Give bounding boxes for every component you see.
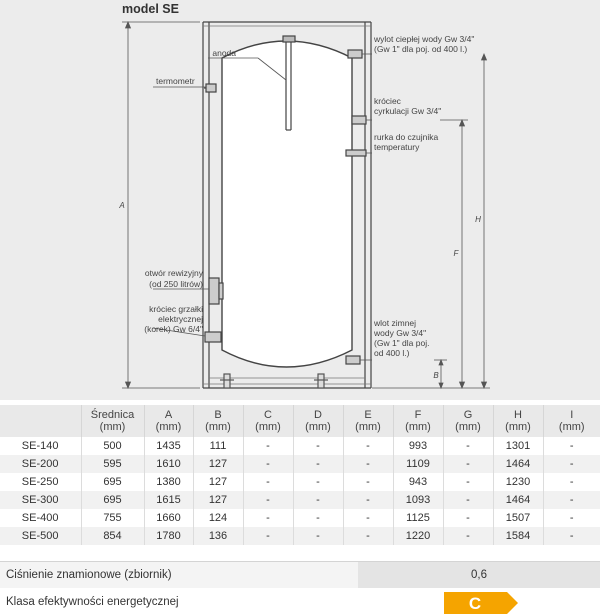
table-cell: - — [443, 455, 493, 473]
table-cell: - — [543, 491, 600, 509]
table-cell: - — [293, 437, 343, 455]
energy-class-letter: C — [468, 594, 482, 613]
model-cell: SE-140 — [0, 437, 81, 455]
table-cell: 1610 — [144, 455, 193, 473]
table-cell: - — [543, 455, 600, 473]
energy-class-label: Klasa efektywności energetycznej — [6, 596, 179, 608]
table-row — [0, 473, 600, 491]
table-cell: 1780 — [144, 527, 193, 545]
table-cell: - — [293, 527, 343, 545]
table-cell: - — [343, 491, 393, 509]
table-cell: 1464 — [493, 455, 543, 473]
tank-feet — [220, 374, 328, 388]
model-title: model SE — [122, 2, 179, 16]
circulation-port — [352, 116, 366, 124]
label-otwor-2: (od 250 litrów) — [149, 279, 203, 289]
table-cell: - — [443, 491, 493, 509]
label-grzalka-3: (korek) Gw 6/4" — [144, 324, 203, 334]
table-cell: 695 — [81, 473, 144, 491]
table-cell: 1109 — [393, 455, 443, 473]
table-cell: - — [293, 509, 343, 527]
column-header: H (mm) — [493, 405, 543, 437]
table-cell: 124 — [193, 509, 243, 527]
table-cell: - — [543, 509, 600, 527]
table-row — [0, 527, 600, 545]
table-header-row — [0, 405, 600, 437]
dim-label-h: H — [475, 215, 481, 224]
table-cell: - — [243, 437, 293, 455]
inspection-opening — [209, 278, 223, 304]
table-cell: - — [343, 509, 393, 527]
label-otwor-1: otwór rewizyjny — [144, 268, 203, 278]
label-wlot-2: wody Gw 3/4" — [374, 328, 427, 338]
label-cyrk-1: króciec — [374, 96, 401, 106]
table-cell: 695 — [81, 491, 144, 509]
table-cell: 136 — [193, 527, 243, 545]
table-cell: 1301 — [493, 437, 543, 455]
label-wlot-1: wlot zimnej — [374, 318, 417, 328]
model-cell: SE-200 — [0, 455, 81, 473]
label-anoda: anoda — [212, 48, 236, 58]
table-row — [0, 437, 600, 455]
table-cell: - — [343, 455, 393, 473]
table-cell: 1230 — [493, 473, 543, 491]
table-cell: 1507 — [493, 509, 543, 527]
table-cell: - — [343, 437, 393, 455]
model-cell: SE-300 — [0, 491, 81, 509]
heater-port — [205, 332, 221, 342]
table-cell: - — [293, 473, 343, 491]
thermometer-port — [204, 84, 216, 92]
table-cell: - — [293, 491, 343, 509]
leader-lines-right — [360, 54, 372, 360]
table-cell: 127 — [193, 491, 243, 509]
label-wylot-2: (Gw 1" dla poj. od 400 l.) — [374, 44, 468, 54]
table-cell: - — [243, 527, 293, 545]
column-header: Średnica (mm) — [81, 405, 144, 437]
table-cell: 1584 — [493, 527, 543, 545]
model-cell: SE-500 — [0, 527, 81, 545]
table-cell: 1220 — [393, 527, 443, 545]
label-cyrk-2: cyrkulacji Gw 3/4" — [374, 106, 442, 116]
table-row — [0, 455, 600, 473]
dimensions-table — [0, 405, 600, 545]
table-cell: 993 — [393, 437, 443, 455]
table-cell: 595 — [81, 455, 144, 473]
table-row — [0, 491, 600, 509]
label-wlot-3: (Gw 1" dla poj. — [374, 338, 430, 348]
table-cell: 755 — [81, 509, 144, 527]
table-cell: 127 — [193, 473, 243, 491]
column-header: C (mm) — [243, 405, 293, 437]
label-grzalka-1: króciec grzałki — [149, 304, 203, 314]
label-wlot-4: od 400 l.) — [374, 348, 410, 358]
table-cell: 1464 — [493, 491, 543, 509]
table-cell: 127 — [193, 455, 243, 473]
table-cell: 111 — [193, 437, 243, 455]
column-header: D (mm) — [293, 405, 343, 437]
dim-label-a: A — [119, 201, 125, 210]
column-header: G (mm) — [443, 405, 493, 437]
table-cell: - — [343, 527, 393, 545]
table-cell: 1660 — [144, 509, 193, 527]
table-cell: - — [443, 509, 493, 527]
table-cell: 854 — [81, 527, 144, 545]
label-grzalka-2: elektrycznej — [158, 314, 203, 324]
label-wylot-1: wylot ciepłej wody Gw 3/4" — [374, 34, 475, 44]
table-cell: - — [543, 437, 600, 455]
table-cell: - — [543, 527, 600, 545]
model-cell: SE-400 — [0, 509, 81, 527]
column-header: A (mm) — [144, 405, 193, 437]
label-rurka-1: rurka do czujnika — [374, 132, 439, 142]
table-cell: - — [243, 473, 293, 491]
hot-water-outlet — [348, 50, 362, 58]
column-header: F (mm) — [393, 405, 443, 437]
table-cell: - — [243, 455, 293, 473]
table-cell: - — [443, 437, 493, 455]
table-cell: - — [543, 473, 600, 491]
pressure-value: 0,6 — [358, 562, 600, 588]
table-cell: - — [343, 473, 393, 491]
table-cell: - — [443, 473, 493, 491]
table-cell: - — [293, 455, 343, 473]
table-cell: 1615 — [144, 491, 193, 509]
table-cell: 1380 — [144, 473, 193, 491]
column-header: E (mm) — [343, 405, 393, 437]
label-rurka-2: temperatury — [374, 142, 420, 152]
table-cell: 1125 — [393, 509, 443, 527]
tank-body — [222, 41, 352, 367]
model-cell: SE-250 — [0, 473, 81, 491]
dim-label-f: F — [453, 249, 459, 258]
label-termometr: termometr — [156, 76, 195, 86]
pressure-row — [0, 561, 600, 588]
table-cell: - — [243, 491, 293, 509]
column-header — [0, 405, 81, 437]
column-header: B (mm) — [193, 405, 243, 437]
table-cell: - — [443, 527, 493, 545]
sensor-tube-port — [346, 150, 366, 156]
column-header: I (mm) — [543, 405, 600, 437]
table-cell: 500 — [81, 437, 144, 455]
table-cell: 943 — [393, 473, 443, 491]
table-cell: - — [243, 509, 293, 527]
energy-class-row — [0, 589, 600, 615]
dim-label-b: B — [433, 371, 439, 380]
energy-class-badge — [444, 592, 518, 614]
table-row — [0, 509, 600, 527]
table-cell: 1093 — [393, 491, 443, 509]
pressure-label: Ciśnienie znamionowe (zbiornik) — [6, 569, 172, 581]
table-cell: 1435 — [144, 437, 193, 455]
cold-water-inlet — [346, 356, 360, 364]
